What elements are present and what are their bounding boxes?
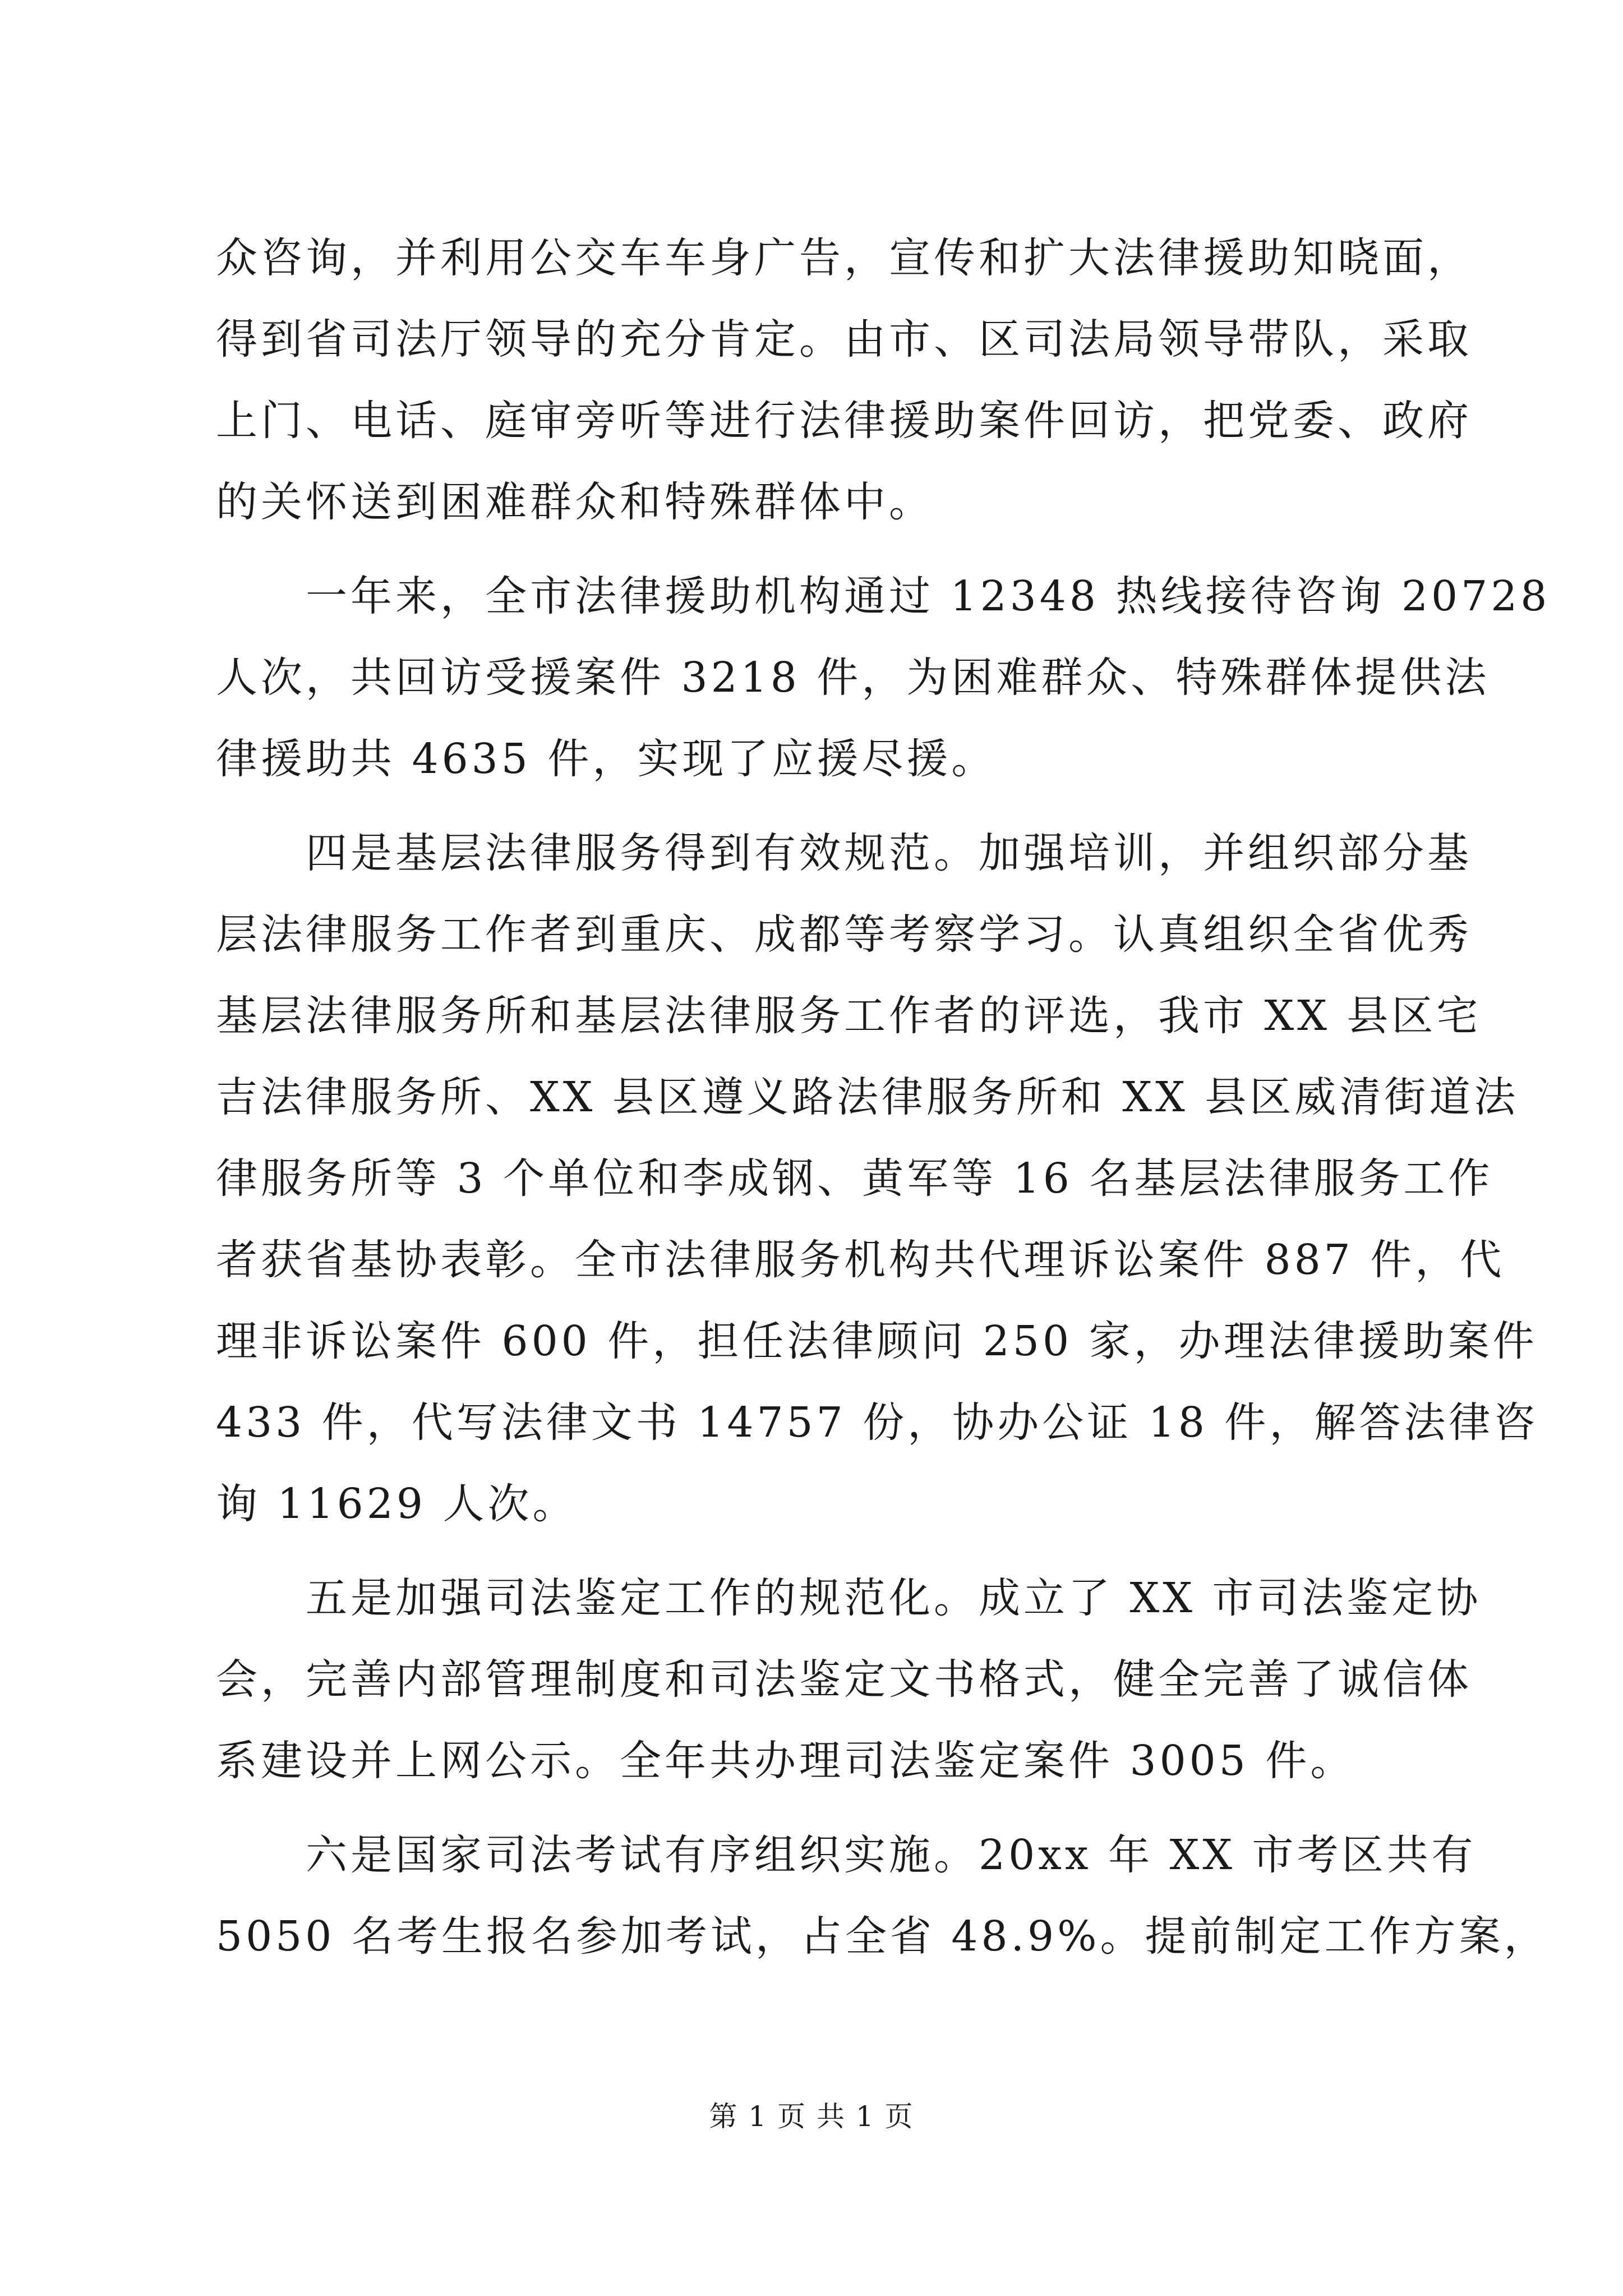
paragraph-gap (216, 800, 1422, 813)
text-line: 律援助共 4635 件，实现了应援尽援。 (216, 735, 997, 783)
text-line: 基层法律服务所和基层法律服务工作者的评选，我市 XX 县区宅 (216, 992, 1482, 1040)
text-line: 系建设并上网公示。全年共办理司法鉴定案件 3005 件。 (216, 1737, 1355, 1785)
text-line: 得到省司法厅领导的充分肯定。由市、区司法局领导带队，采取 (216, 315, 1472, 364)
paragraph-gap (216, 1545, 1422, 1558)
text-line: 5050 名考生报名参加考试，占全省 48.9%。提前制定工作方案， (216, 1912, 1549, 1961)
text-line: 层法律服务工作者到重庆、成都等考察学习。认真组织全省优秀 (216, 910, 1472, 959)
text-line: 的关怀送到困难群众和特殊群体中。 (216, 478, 934, 526)
text-line: 上门、电话、庭审旁听等进行法律援助案件回访，把党委、政府 (216, 397, 1472, 445)
text-line: 询 11629 人次。 (216, 1480, 578, 1528)
text-line: 六是国家司法考试有序组织实施。20xx 年 XX 市考区共有 (216, 1831, 1477, 1879)
paragraph-gap (216, 1802, 1422, 1815)
text-line: 人次，共回访受援案件 3218 件，为困难群众、特殊群体提供法 (216, 654, 1490, 702)
text-line: 一年来，全市法律援助机构通过 12348 热线接待咨询 20728 (216, 572, 1551, 620)
text-line: 理非诉讼案件 600 件，担任法律顾问 250 家，办理法律援助案件 (216, 1317, 1538, 1365)
text-line: 五是加强司法鉴定工作的规范化。成立了 XX 市司法鉴定协 (216, 1574, 1482, 1622)
text-line: 会，完善内部管理制度和司法鉴定文书格式，健全完善了诚信体 (216, 1655, 1472, 1704)
text-line: 433 件，代写法律文书 14757 份，协办公证 18 件，解答法律咨 (216, 1398, 1539, 1447)
document-body (216, 218, 1551, 1977)
text-line: 律服务所等 3 个单位和李成钢、黄军等 16 名基层法律服务工作 (216, 1154, 1493, 1203)
text-line: 众咨询，并利用公交车车身广告，宣传和扩大法律援助知晓面， (216, 234, 1472, 282)
page-footer: 第 1 页 共 1 页 (709, 2100, 914, 2133)
text-line: 吉法律服务所、XX 县区遵义路法律服务所和 XX 县区威清街道法 (216, 1073, 1519, 1121)
paragraph-gap (216, 543, 1422, 556)
text-line: 四是基层法律服务得到有效规范。加强培训，并组织部分基 (216, 829, 1472, 877)
text-line: 者获省基协表彰。全市法律服务机构共代理诉讼案件 887 件，代 (216, 1236, 1505, 1284)
